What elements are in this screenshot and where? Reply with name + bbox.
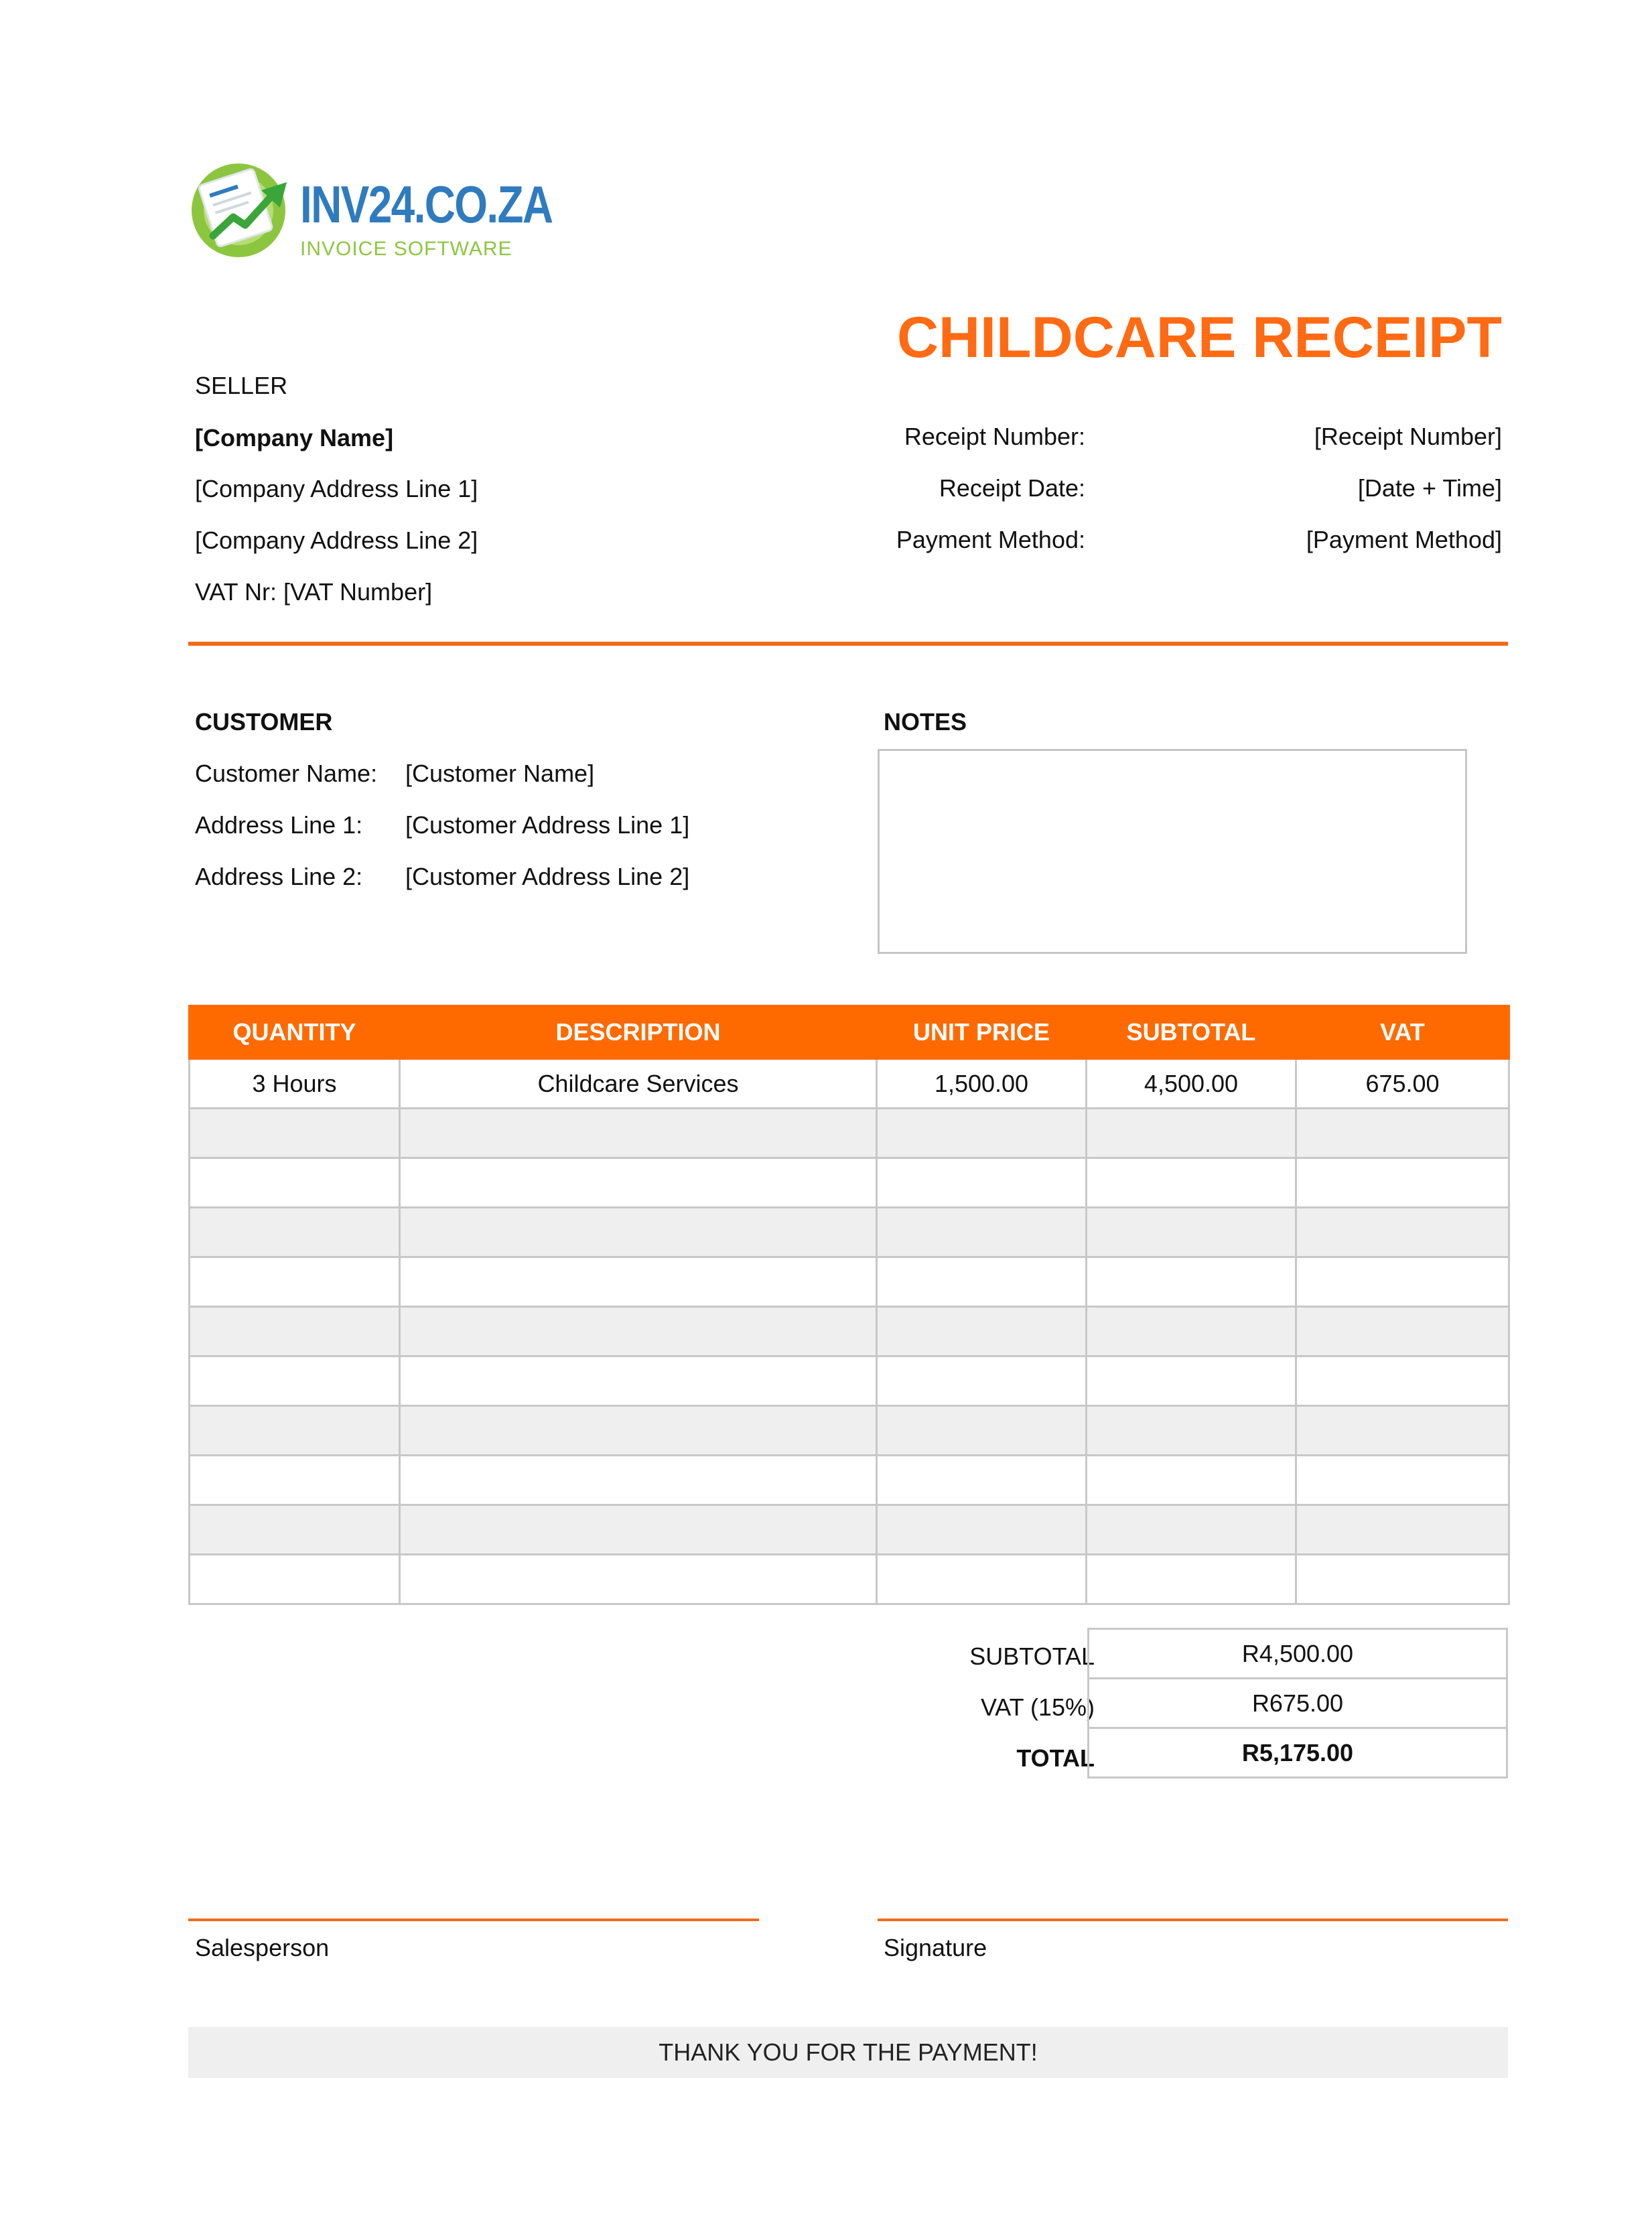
- logo-emblem-icon: [186, 155, 300, 263]
- cell-description: [400, 1356, 877, 1406]
- cell-subtotal: [1087, 1456, 1296, 1505]
- cell-vat: [1296, 1257, 1509, 1307]
- customer-address-1-label: Address Line 1:: [195, 811, 363, 839]
- seller-vat-number: VAT Nr: [VAT Number]: [195, 578, 433, 606]
- cell-vat: [1296, 1158, 1509, 1208]
- receipt-date-value: [Date + Time]: [1357, 474, 1502, 502]
- signature-line: [878, 1919, 1508, 1921]
- salesperson-label: Salesperson: [195, 1934, 330, 1961]
- cell-vat: [1296, 1307, 1509, 1356]
- seller-address-line-1: [Company Address Line 1]: [195, 475, 478, 502]
- cell-description: [400, 1555, 877, 1604]
- cell-vat: [1296, 1356, 1509, 1406]
- signature-label: Signature: [884, 1934, 987, 1961]
- cell-description: [400, 1109, 877, 1158]
- cell-quantity: [190, 1257, 400, 1307]
- table-row: [190, 1555, 1509, 1604]
- cell-quantity: [190, 1109, 400, 1158]
- table-row: [190, 1356, 1509, 1406]
- cell-subtotal: 4,500.00: [1087, 1059, 1296, 1109]
- cell-subtotal: [1087, 1208, 1296, 1257]
- cell-vat: [1296, 1456, 1509, 1505]
- company-logo: [186, 155, 553, 263]
- column-header-subtotal: SUBTOTAL: [1087, 1006, 1296, 1059]
- header-divider: [188, 642, 1508, 646]
- receipt-number-label: Receipt Number:: [904, 423, 1085, 450]
- cell-unit-price: [877, 1555, 1087, 1604]
- thank-you-banner: THANK YOU FOR THE PAYMENT!: [188, 2027, 1508, 2078]
- cell-subtotal: [1087, 1307, 1296, 1356]
- cell-unit-price: [877, 1158, 1087, 1208]
- cell-quantity: [190, 1158, 400, 1208]
- subtotal-label: SUBTOTAL: [969, 1643, 1095, 1670]
- cell-subtotal: [1087, 1505, 1296, 1555]
- payment-method-label: Payment Method:: [896, 526, 1085, 553]
- cell-unit-price: [877, 1109, 1087, 1158]
- cell-unit-price: [877, 1356, 1087, 1406]
- document-title: CHILDCARE RECEIPT: [896, 305, 1502, 370]
- table-row: [190, 1456, 1509, 1505]
- cell-unit-price: [877, 1505, 1087, 1555]
- seller-heading: SELLER: [195, 372, 288, 399]
- vat-total-value: R675.00: [1087, 1677, 1508, 1729]
- column-header-vat: VAT: [1296, 1006, 1509, 1059]
- salesperson-line: [188, 1919, 759, 1921]
- seller-company-name: [Company Name]: [195, 424, 394, 451]
- line-items-table: [188, 1005, 1510, 1605]
- cell-description: [400, 1505, 877, 1555]
- cell-vat: [1296, 1406, 1509, 1456]
- cell-subtotal: [1087, 1406, 1296, 1456]
- receipt-date-label: Receipt Date:: [939, 474, 1085, 502]
- cell-description: [400, 1307, 877, 1356]
- cell-description: [400, 1456, 877, 1505]
- notes-box[interactable]: [878, 749, 1467, 954]
- cell-unit-price: [877, 1406, 1087, 1456]
- receipt-number-value: [Receipt Number]: [1314, 423, 1502, 450]
- customer-address-2-label: Address Line 2:: [195, 863, 363, 890]
- cell-description: Childcare Services: [400, 1059, 877, 1109]
- logo-brand-text: INV24.CO.ZA: [300, 175, 553, 234]
- cell-description: [400, 1257, 877, 1307]
- cell-description: [400, 1208, 877, 1257]
- cell-description: [400, 1406, 877, 1456]
- vat-total-label: VAT (15%): [980, 1693, 1095, 1721]
- cell-vat: 675.00: [1296, 1059, 1509, 1109]
- cell-vat: [1296, 1505, 1509, 1555]
- grand-total-label: TOTAL: [1016, 1744, 1095, 1772]
- cell-subtotal: [1087, 1356, 1296, 1406]
- cell-subtotal: [1087, 1257, 1296, 1307]
- table-row: [190, 1059, 1509, 1109]
- column-header-description: DESCRIPTION: [400, 1006, 877, 1059]
- table-row: [190, 1406, 1509, 1456]
- cell-quantity: [190, 1456, 400, 1505]
- cell-unit-price: 1,500.00: [877, 1059, 1087, 1109]
- cell-unit-price: [877, 1208, 1087, 1257]
- table-header-row: [190, 1006, 1509, 1059]
- cell-unit-price: [877, 1456, 1087, 1505]
- table-row: [190, 1257, 1509, 1307]
- customer-address-2-value: [Customer Address Line 2]: [405, 863, 690, 890]
- logo-tagline: INVOICE SOFTWARE: [300, 238, 512, 260]
- cell-quantity: [190, 1555, 400, 1604]
- cell-quantity: 3 Hours: [190, 1059, 400, 1109]
- cell-unit-price: [877, 1307, 1087, 1356]
- grand-total-value: R5,175.00: [1087, 1727, 1508, 1778]
- cell-quantity: [190, 1208, 400, 1257]
- customer-address-1-value: [Customer Address Line 1]: [405, 811, 690, 839]
- column-header-unit-price: UNIT PRICE: [877, 1006, 1087, 1059]
- column-header-quantity: QUANTITY: [190, 1006, 400, 1059]
- customer-heading: CUSTOMER: [195, 708, 333, 736]
- cell-vat: [1296, 1109, 1509, 1158]
- cell-quantity: [190, 1505, 400, 1555]
- cell-description: [400, 1158, 877, 1208]
- subtotal-value: R4,500.00: [1087, 1628, 1508, 1679]
- cell-subtotal: [1087, 1109, 1296, 1158]
- cell-subtotal: [1087, 1555, 1296, 1604]
- payment-method-value: [Payment Method]: [1306, 526, 1502, 553]
- cell-subtotal: [1087, 1158, 1296, 1208]
- notes-heading: NOTES: [884, 708, 967, 736]
- cell-quantity: [190, 1307, 400, 1356]
- cell-quantity: [190, 1406, 400, 1456]
- cell-quantity: [190, 1356, 400, 1406]
- customer-name-label: Customer Name:: [195, 760, 378, 787]
- customer-name-value: [Customer Name]: [405, 760, 595, 787]
- cell-vat: [1296, 1208, 1509, 1257]
- cell-unit-price: [877, 1257, 1087, 1307]
- table-row: [190, 1208, 1509, 1257]
- cell-vat: [1296, 1555, 1509, 1604]
- table-row: [190, 1505, 1509, 1555]
- table-row: [190, 1307, 1509, 1356]
- table-row: [190, 1158, 1509, 1208]
- seller-address-line-2: [Company Address Line 2]: [195, 527, 478, 554]
- table-row: [190, 1109, 1509, 1158]
